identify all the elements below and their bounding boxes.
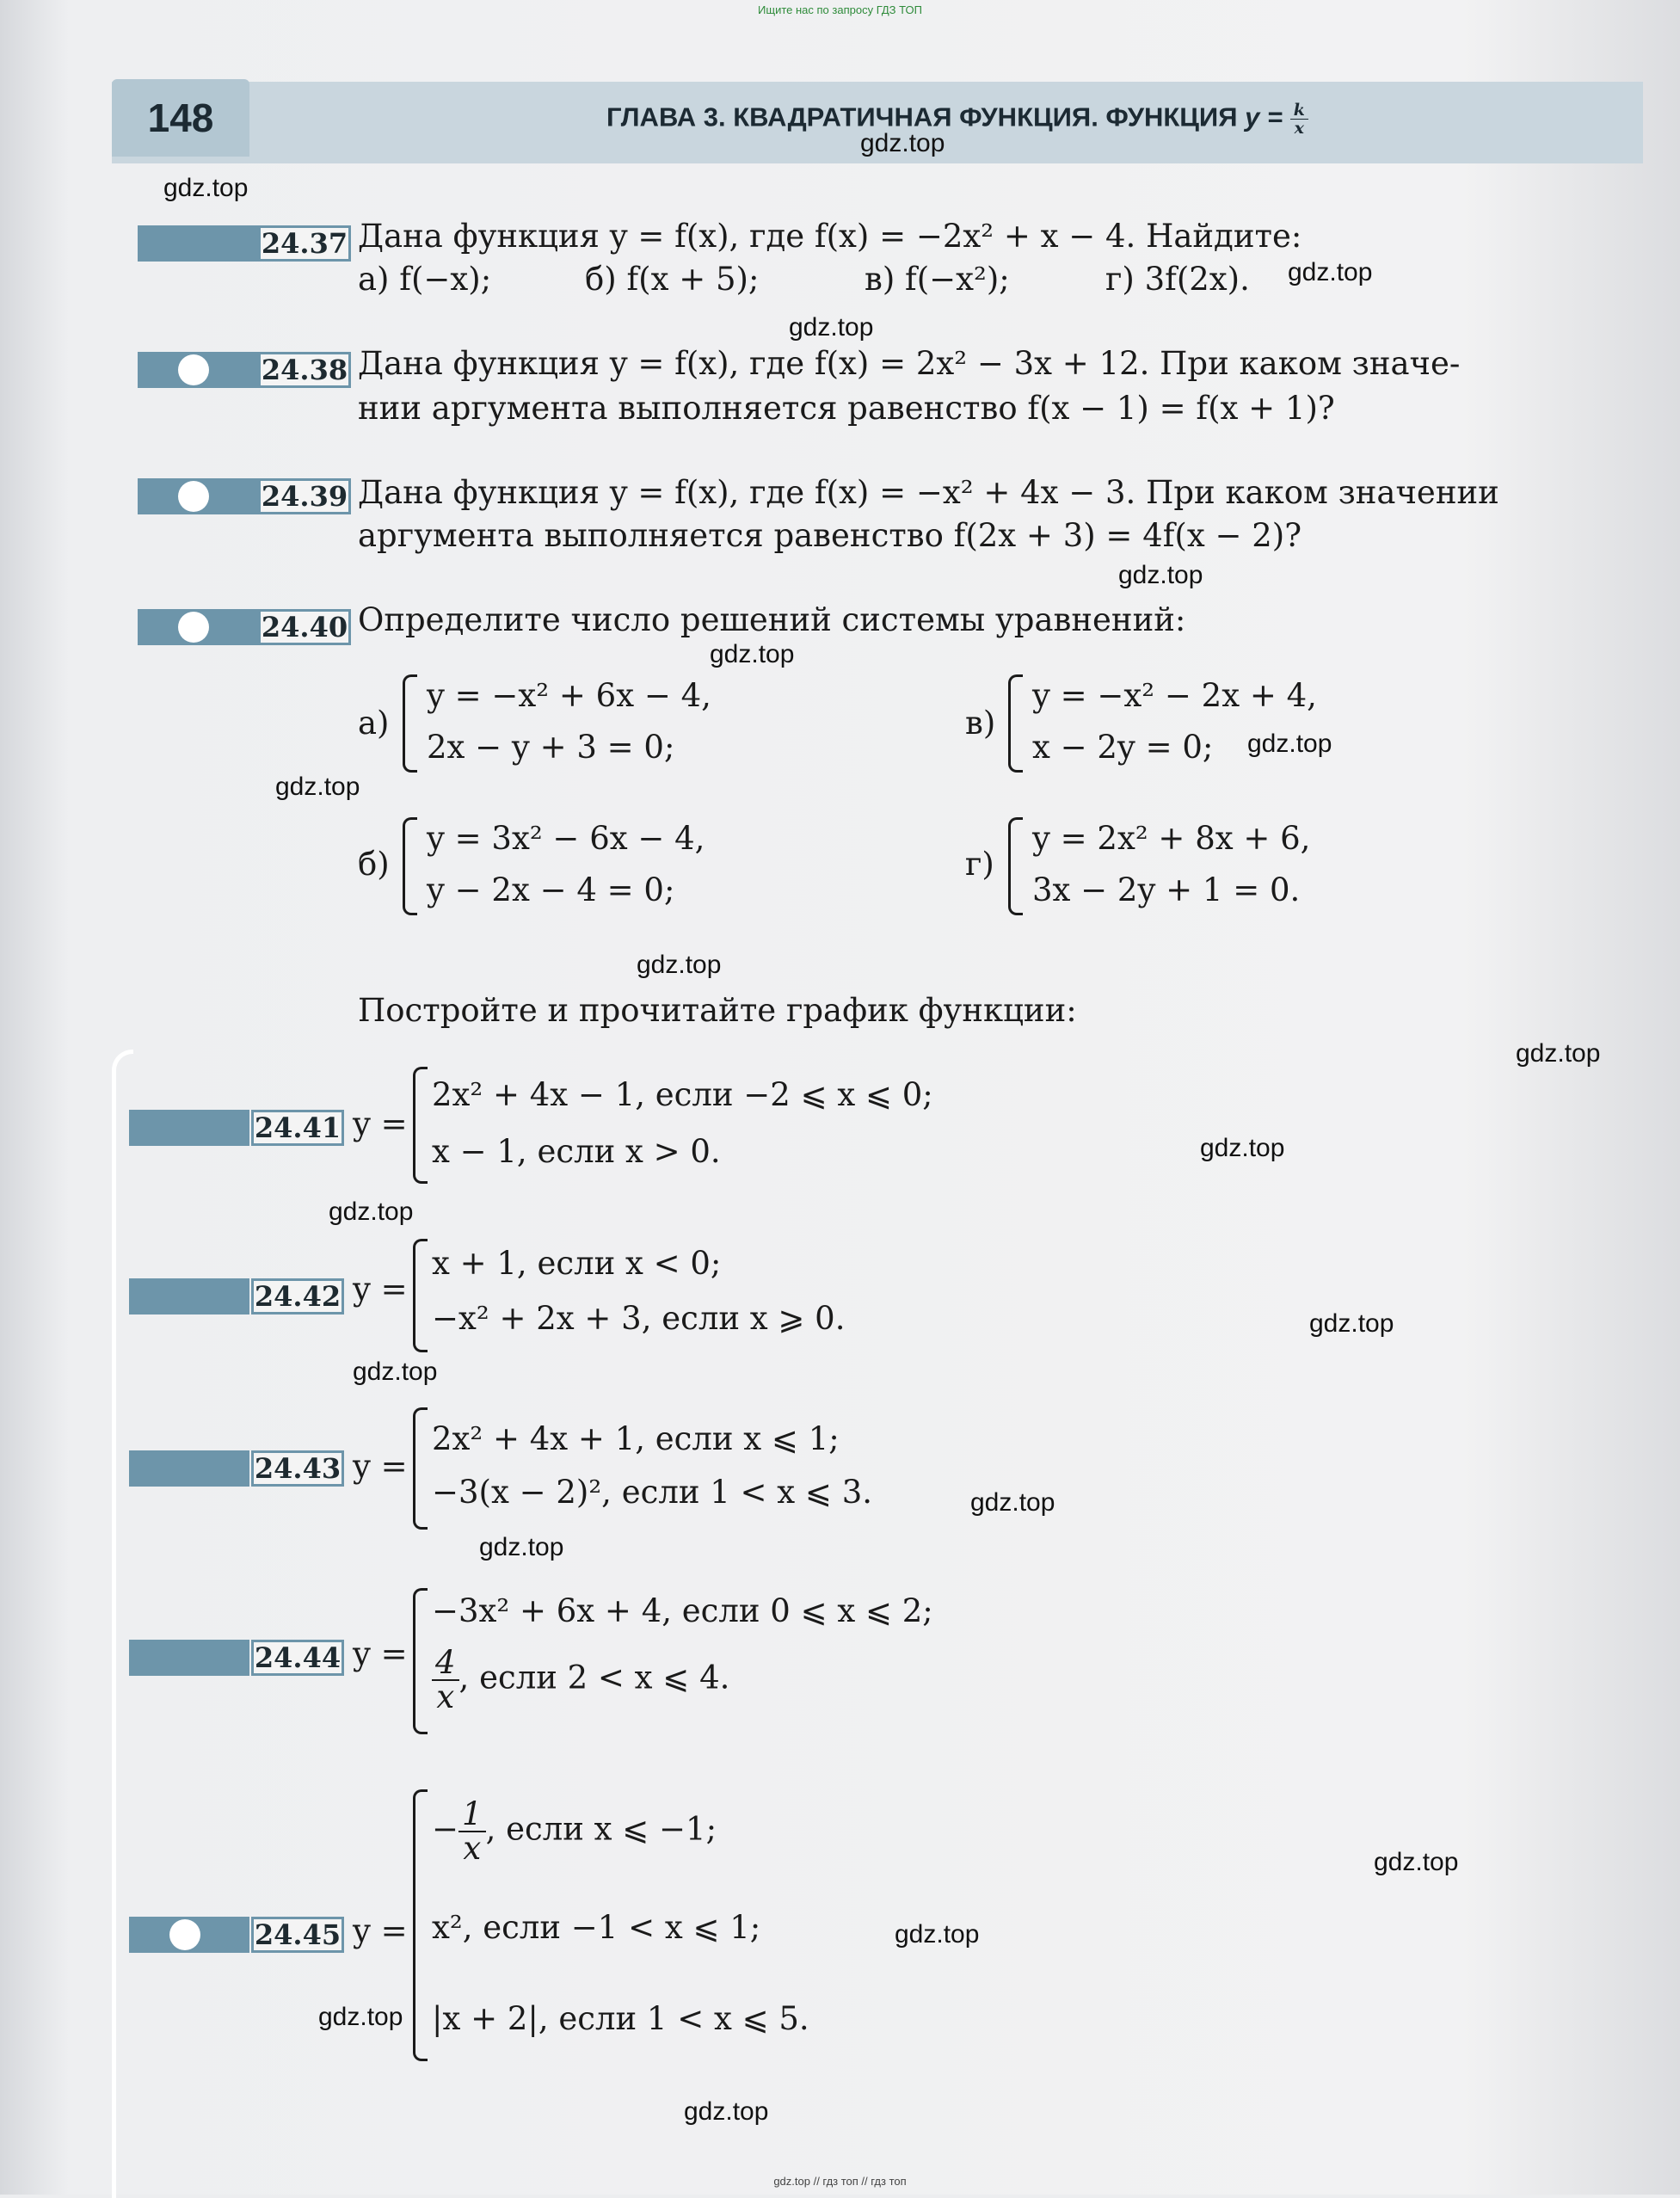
watermark: gdz.top [1288,258,1373,286]
watermark: gdz.top [318,2003,403,2031]
difficulty-dot [169,1919,200,1950]
exercise-text: нии аргумента выполняется равенство f(x − 1) = f(x + 1)? [358,390,1335,427]
case-condition: , если x ⩽ −1; [485,1810,717,1848]
system-brace [403,674,417,773]
fraction-denominator: x [463,1830,482,1867]
page-number: 148 [112,79,249,157]
watermark: gdz.top [1247,730,1332,758]
watermark: gdz.top [479,1533,564,1561]
piecewise-lhs: y = [353,1271,408,1308]
chapter-title [606,102,1381,141]
piecewise-case: x − 1, если x > 0. [432,1133,721,1170]
piecewise-case: x², если −1 < x ⩽ 1; [432,1909,761,1946]
fraction-denominator: x [436,1678,455,1715]
system-eq: y − 2x − 4 = 0; [427,871,675,908]
watermark: gdz.top [710,640,795,668]
piecewise-case [432,1644,730,1715]
exercise-number: 24.41 [251,1110,344,1146]
watermark: gdz.top [789,313,874,342]
exercise-text: Определите число решений системы уравнений: [358,601,1186,638]
exercise-number: 24.38 [258,352,351,388]
system-brace [1008,817,1023,915]
system-eq: y = 2x² + 8x + 6, [1032,820,1311,857]
system-label-a: а) [358,705,390,742]
piecewise-lhs: y = [353,1912,408,1949]
exercise-number: 24.44 [251,1640,344,1676]
chapter-fraction-num: k [1290,102,1308,120]
watermark: gdz.top [1516,1039,1601,1068]
exercise-text: Дана функция y = f(x), где f(x) = 2x² − 3x + 12. При каком значе- [358,345,1461,382]
exercise-bar [129,1110,249,1146]
exercise-number: 24.43 [251,1450,344,1487]
system-label-b: б) [358,846,390,883]
exercise-number: 24.42 [251,1278,344,1314]
watermark: gdz.top [684,2097,769,2126]
chapter-func-lhs: y = [1245,102,1283,132]
piecewise-case: −3x² + 6x + 4, если 0 ⩽ x ⩽ 2; [432,1592,933,1629]
exercise-number: 24.39 [258,478,351,514]
chapter-fraction [1290,102,1308,137]
difficulty-dot [178,481,209,512]
watermark: gdz.top [895,1920,980,1949]
piecewise-brace [413,1588,428,1734]
piecewise-brace [413,1789,428,2061]
piecewise-case: x + 1, если x < 0; [432,1245,722,1282]
fraction [458,1795,486,1867]
fraction-numerator: 4 [432,1647,459,1681]
side-decoration [112,1050,133,2198]
piecewise-lhs: y = [353,1448,408,1485]
exercise-text: аргумента выполняется равенство f(2x + 3) = 4f(x − 2)? [358,517,1302,554]
exercise-text: Дана функция y = f(x), где f(x) = −2x² + x − 4. Найдите: [358,218,1302,255]
exercise-item-b: б) f(x + 5); [585,261,760,298]
system-label-g: г) [965,846,994,883]
system-brace [1008,674,1023,773]
exercise-bar [138,225,258,262]
system-eq: 3x − 2y + 1 = 0. [1032,871,1301,908]
difficulty-dot [178,354,209,385]
fraction-numerator: 1 [458,1798,486,1832]
piecewise-brace [413,1239,428,1352]
piecewise-brace [413,1067,428,1184]
watermark: gdz.top [329,1198,414,1226]
section-intro: Постройте и прочитайте график функции: [358,992,1077,1029]
system-eq: y = −x² − 2x + 4, [1032,677,1317,714]
watermark: gdz.top [860,129,945,157]
exercise-number: 24.40 [258,609,351,645]
watermark: gdz.top [353,1358,438,1386]
piecewise-brace [413,1407,428,1530]
system-eq: x − 2y = 0; [1032,729,1214,766]
watermark: gdz.top [1374,1848,1459,1876]
system-label-v: в) [965,705,996,742]
watermark: gdz.top [163,174,249,202]
system-eq: 2x − y + 3 = 0; [427,729,675,766]
chapter-fraction-den: x [1294,119,1304,138]
exercise-number: 24.45 [251,1917,344,1953]
watermark: gdz.top [1118,561,1203,589]
exercise-item-v: в) f(−x²); [865,261,1010,298]
watermark: gdz.top [1200,1134,1285,1162]
watermark: gdz.top [637,951,722,979]
watermark: gdz.top [1309,1309,1394,1338]
exercise-number: 24.37 [258,225,351,262]
piecewise-lhs: y = [353,1635,408,1672]
watermark: gdz.top [970,1488,1055,1517]
exercise-bar [129,1640,249,1676]
system-eq: y = −x² + 6x − 4, [427,677,711,714]
piecewise-lhs: y = [353,1105,408,1142]
piecewise-case: 2x² + 4x − 1, если −2 ⩽ x ⩽ 0; [432,1076,933,1113]
system-eq: y = 3x² − 6x − 4, [427,820,705,857]
exercise-item-a: а) f(−x); [358,261,492,298]
sign: − [432,1810,459,1848]
exercise-bar [129,1278,249,1314]
piecewise-case: |x + 2|, если 1 < x ⩽ 5. [432,2000,809,2037]
case-condition: , если 2 < x ⩽ 4. [458,1659,730,1696]
exercise-item-g: г) 3f(2x). [1105,261,1250,298]
piecewise-case: −x² + 2x + 3, если x ⩾ 0. [432,1300,846,1337]
piecewise-case: −3(x − 2)², если 1 < x ⩽ 3. [432,1474,873,1511]
bottom-note: gdz.top // гдз топ // гдз топ [773,2175,907,2188]
chapter-name: КВАДРАТИЧНАЯ ФУНКЦИЯ. ФУНКЦИЯ [733,102,1238,132]
exercise-text: Дана функция y = f(x), где f(x) = −x² + 4x − 3. При каком значении [358,474,1499,511]
fraction [432,1644,459,1715]
watermark: gdz.top [275,773,360,801]
system-brace [403,817,417,915]
chapter-label: ГЛАВА 3. [606,102,726,132]
piecewise-case [432,1795,717,1867]
top-note: Ищите нас по запросу ГДЗ ТОП [758,3,922,16]
exercise-bar [129,1450,249,1487]
difficulty-dot [178,612,209,643]
piecewise-case: 2x² + 4x + 1, если x ⩽ 1; [432,1420,840,1457]
